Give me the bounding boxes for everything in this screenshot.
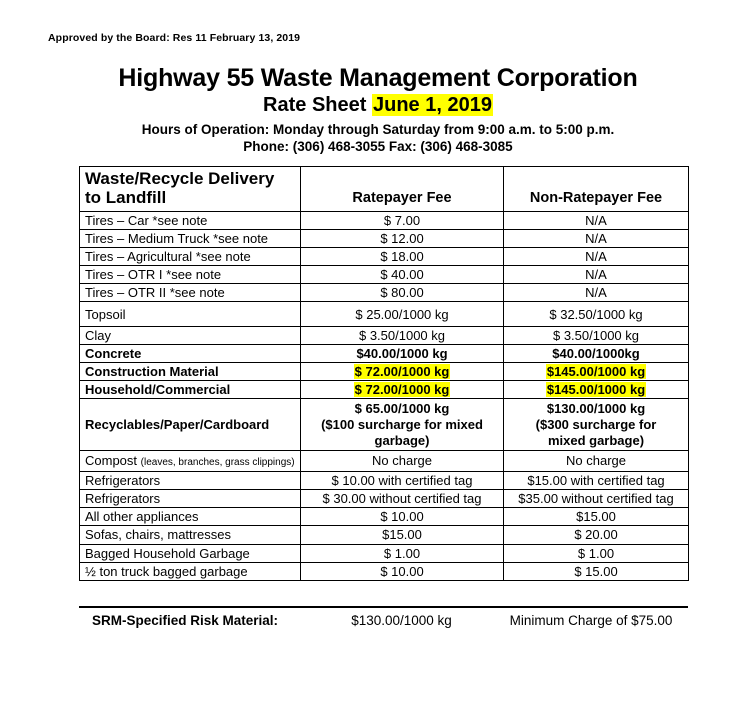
row-non-ratepayer-fee: $ 15.00 bbox=[504, 562, 689, 580]
row-non-ratepayer-fee: $ 32.50/1000 kg bbox=[504, 302, 689, 327]
contact-info: Phone: (306) 468-3055 Fax: (306) 468-3085 bbox=[243, 139, 513, 155]
row-non-ratepayer-fee: $ 20.00 bbox=[504, 526, 689, 544]
row-non-ratepayer-fee: N/A bbox=[504, 229, 689, 247]
row-non-ratepayer-fee: N/A bbox=[504, 211, 689, 229]
row-item-label: All other appliances bbox=[80, 508, 301, 526]
rate-sheet-label: Rate Sheet bbox=[263, 94, 372, 116]
row-non-ratepayer-fee bbox=[504, 363, 689, 381]
srm-footer-section bbox=[79, 606, 688, 628]
row-item-label: Topsoil bbox=[80, 302, 301, 327]
highlighted-fee: $ 72.00/1000 kg bbox=[354, 382, 450, 398]
column-header-item bbox=[80, 167, 301, 212]
table-row bbox=[80, 562, 689, 580]
highlighted-fee: $145.00/1000 kg bbox=[546, 364, 646, 380]
table-header-row bbox=[80, 167, 689, 212]
table-row bbox=[80, 284, 689, 302]
row-non-ratepayer-fee bbox=[504, 381, 689, 399]
table-row bbox=[80, 211, 689, 229]
table-row bbox=[80, 490, 689, 508]
row-item-label: Tires – OTR II *see note bbox=[80, 284, 301, 302]
highlighted-fee: $ 72.00/1000 kg bbox=[354, 364, 450, 380]
row-item-label: Refrigerators bbox=[80, 472, 301, 490]
row-item-label: Household/Commercial bbox=[80, 381, 301, 399]
srm-row bbox=[79, 613, 688, 628]
column-header-ratepayer: Ratepayer Fee bbox=[301, 167, 504, 212]
table-row bbox=[80, 381, 689, 399]
row-non-ratepayer-fee: $15.00 with certified tag bbox=[504, 472, 689, 490]
row-item-label: Concrete bbox=[80, 345, 301, 363]
row-item-label: Tires – Medium Truck *see note bbox=[80, 229, 301, 247]
srm-rate: $130.00/1000 kg bbox=[351, 613, 452, 628]
row-ratepayer-fee bbox=[301, 363, 504, 381]
column-header-item-line2: to Landfill bbox=[85, 188, 167, 208]
row-ratepayer-fee: $ 10.00 bbox=[301, 508, 504, 526]
recyclables-non-ratepayer-line3: mixed garbage) bbox=[547, 432, 645, 448]
row-item-label: Tires – Car *see note bbox=[80, 211, 301, 229]
row-item-label: Tires – Agricultural *see note bbox=[80, 247, 301, 265]
hours-of-operation: Hours of Operation: Monday through Saturday from 9:00 a.m. to 5:00 p.m. bbox=[141, 121, 615, 137]
rate-sheet-title bbox=[0, 94, 756, 118]
row-non-ratepayer-fee: $15.00 bbox=[504, 508, 689, 526]
table-row bbox=[80, 265, 689, 283]
compost-sublabel: (leaves, branches, grass clippings) bbox=[140, 457, 295, 469]
column-header-non-ratepayer: Non-Ratepayer Fee bbox=[504, 167, 689, 212]
compost-label: Compost bbox=[85, 453, 141, 469]
row-ratepayer-fee: $ 3.50/1000 kg bbox=[301, 327, 504, 345]
row-ratepayer-fee: $ 1.00 bbox=[301, 544, 504, 562]
table-row bbox=[80, 399, 689, 451]
row-item-label: Construction Material bbox=[80, 363, 301, 381]
row-non-ratepayer-fee: N/A bbox=[504, 247, 689, 265]
row-ratepayer-fee: $ 18.00 bbox=[301, 247, 504, 265]
row-item-label: Refrigerators bbox=[80, 490, 301, 508]
row-item-label: Clay bbox=[80, 327, 301, 345]
document-header bbox=[0, 64, 756, 156]
row-item-label: Tires – OTR I *see note bbox=[80, 265, 301, 283]
table-row bbox=[80, 247, 689, 265]
row-non-ratepayer-fee: N/A bbox=[504, 284, 689, 302]
column-header-item-line1: Waste/Recycle Delivery bbox=[85, 169, 275, 188]
row-non-ratepayer-fee: $35.00 without certified tag bbox=[504, 490, 689, 508]
row-non-ratepayer-fee: N/A bbox=[504, 265, 689, 283]
recyclables-non-ratepayer-line1: $130.00/1000 kg bbox=[546, 401, 646, 417]
srm-label: SRM-Specified Risk Material: bbox=[92, 613, 279, 628]
table-row bbox=[80, 451, 689, 472]
table-row bbox=[80, 345, 689, 363]
row-ratepayer-fee: $40.00/1000 kg bbox=[301, 345, 504, 363]
row-ratepayer-fee: $ 12.00 bbox=[301, 229, 504, 247]
row-non-ratepayer-fee: $ 3.50/1000 kg bbox=[504, 327, 689, 345]
row-item-label bbox=[80, 451, 301, 472]
recyclables-ratepayer-line2: ($100 surcharge for mixed bbox=[321, 417, 483, 433]
row-ratepayer-fee: No charge bbox=[301, 451, 504, 472]
row-ratepayer-fee: $ 25.00/1000 kg bbox=[301, 302, 504, 327]
row-ratepayer-fee bbox=[301, 381, 504, 399]
row-item-label: ½ ton truck bagged garbage bbox=[80, 562, 301, 580]
table-row bbox=[80, 472, 689, 490]
rate-table bbox=[79, 166, 689, 581]
row-ratepayer-fee: $ 80.00 bbox=[301, 284, 504, 302]
row-item-label: Sofas, chairs, mattresses bbox=[80, 526, 301, 544]
row-ratepayer-fee: $ 30.00 without certified tag bbox=[301, 490, 504, 508]
row-ratepayer-fee: $15.00 bbox=[301, 526, 504, 544]
row-ratepayer-fee: $ 40.00 bbox=[301, 265, 504, 283]
row-ratepayer-fee bbox=[301, 399, 504, 451]
row-non-ratepayer-fee: $40.00/1000kg bbox=[504, 345, 689, 363]
srm-minimum-charge: Minimum Charge of $75.00 bbox=[509, 613, 673, 628]
table-row bbox=[80, 302, 689, 327]
recyclables-ratepayer-line3: garbage) bbox=[374, 432, 430, 448]
table-row bbox=[80, 526, 689, 544]
row-ratepayer-fee: $ 10.00 with certified tag bbox=[301, 472, 504, 490]
board-approval-note: Approved by the Board: Res 11 February 13, 2019 bbox=[48, 32, 301, 44]
effective-date-highlight: June 1, 2019 bbox=[372, 94, 492, 116]
row-non-ratepayer-fee bbox=[504, 399, 689, 451]
row-ratepayer-fee: $ 10.00 bbox=[301, 562, 504, 580]
table-row bbox=[80, 327, 689, 345]
recyclables-ratepayer-line1: $ 65.00/1000 kg bbox=[354, 401, 450, 417]
table-row bbox=[80, 363, 689, 381]
row-non-ratepayer-fee: $ 1.00 bbox=[504, 544, 689, 562]
organization-title: Highway 55 Waste Management Corporation bbox=[118, 64, 638, 92]
row-item-label: Recyclables/Paper/Cardboard bbox=[80, 399, 301, 451]
row-item-label: Bagged Household Garbage bbox=[80, 544, 301, 562]
table-row bbox=[80, 229, 689, 247]
recyclables-non-ratepayer-line2: ($300 surcharge for bbox=[535, 417, 657, 433]
row-non-ratepayer-fee: No charge bbox=[504, 451, 689, 472]
table-row bbox=[80, 544, 689, 562]
table-row bbox=[80, 508, 689, 526]
row-ratepayer-fee: $ 7.00 bbox=[301, 211, 504, 229]
highlighted-fee: $145.00/1000 kg bbox=[546, 382, 646, 398]
